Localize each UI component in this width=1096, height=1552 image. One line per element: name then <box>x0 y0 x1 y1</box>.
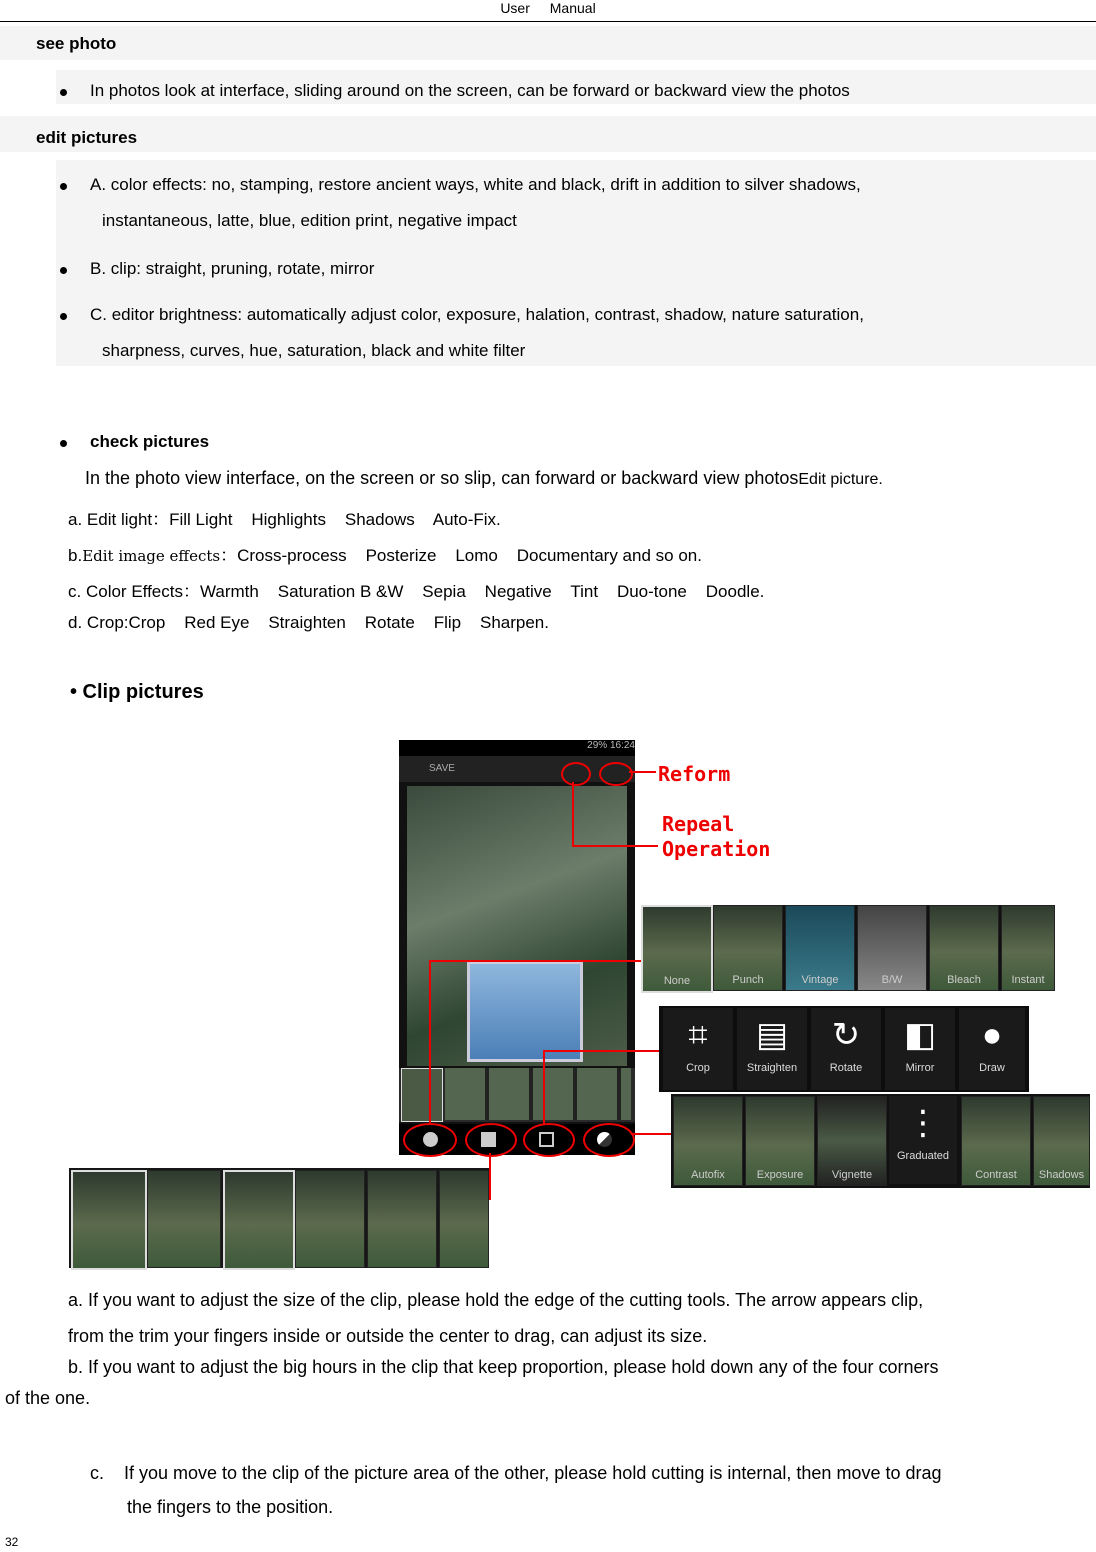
effects-line-v <box>429 960 431 1124</box>
tool-mirror[interactable]: ◧ Mirror <box>885 1008 955 1090</box>
para-b-line1: b. If you want to adjust the big hours in the clip that keep proportion, please hold down any of the four corners <box>68 1357 939 1377</box>
check-line-b <box>68 541 702 566</box>
clip-strip <box>69 1168 489 1268</box>
page-header <box>0 0 1096 22</box>
operation-label: Operation <box>662 837 771 861</box>
effect-instant[interactable]: Instant <box>1001 905 1055 991</box>
photo-preview <box>407 786 627 1066</box>
see-photo-band <box>0 26 1096 60</box>
check-line-a-prefix: a. <box>68 510 83 529</box>
crop-box-circle <box>465 1123 517 1157</box>
clip-thumb-5[interactable] <box>367 1170 437 1268</box>
status-bar <box>399 740 635 756</box>
tool-straighten[interactable]: ▤ Straighten <box>737 1008 807 1090</box>
check-line-b-text: ：Cross-process Posterize Lomo Documentary and so on. <box>220 546 702 565</box>
check-line-c-text: Color Effects：Warmth Saturation B &W Sepia Negative Tint Duo-tone Doodle. <box>85 582 765 601</box>
clip-thumb-3[interactable] <box>223 1170 295 1270</box>
edit-item-c-line1: C. editor brightness: automatically adjust color, exposure, halation, contrast, shadow, nature saturation, <box>90 305 864 324</box>
monitor-in-photo <box>467 961 583 1062</box>
reform-label: Reform <box>658 762 731 786</box>
tool-rotate[interactable]: ↻ Rotate <box>811 1008 881 1090</box>
clip-thumb-2[interactable] <box>147 1170 221 1268</box>
check-line-b-mono: Edit image effects <box>82 547 221 565</box>
para-c-line1: c. If you move to the clip of the picture area of the other, please hold cutting is internal, then move to drag <box>90 1463 942 1483</box>
adjust-line <box>631 1133 671 1135</box>
effects-circle <box>403 1123 457 1157</box>
para-a-line2: from the trim your fingers inside or outside the center to drag, can adjust its size. <box>68 1326 708 1346</box>
palette-icon: ● <box>981 1016 1003 1054</box>
check-line-d <box>68 613 549 633</box>
phone-screenshot <box>399 740 635 1155</box>
repeal-line-v <box>572 782 574 846</box>
repeal-label: Repeal <box>662 812 735 836</box>
clip-thumb-1[interactable] <box>71 1170 147 1270</box>
clip-line-v <box>489 1153 491 1199</box>
check-line-c <box>68 577 764 602</box>
edit-pictures-band <box>0 116 1096 152</box>
check-intro-text: In the photo view interface, on the screen or so slip, can forward or backward view photos <box>85 468 799 488</box>
check-line-a-text: Edit light：Fill Light Highlights Shadows Auto-Fix. <box>86 510 501 529</box>
clip-line-end <box>489 1198 491 1200</box>
check-pictures-title: check pictures <box>90 432 210 451</box>
para-a-line1: a. If you want to adjust the size of the clip, please hold the edge of the cutting tools. The arrow appears clip, <box>68 1290 924 1310</box>
adjust-strip <box>671 1094 1090 1188</box>
crop-tool-icon: ⌗ <box>688 1016 708 1054</box>
see-photo-bullet: In photos look at interface, sliding around on the screen, can be forward or backward view the photos <box>90 81 850 100</box>
redo-circle <box>599 762 633 786</box>
effects-strip <box>641 905 1054 991</box>
tool-draw[interactable]: ● Draw <box>959 1008 1025 1090</box>
edit-item-a-line1: A. color effects: no, stamping, restore ancient ways, white and black, drift in addition to silver shadows, <box>90 175 861 194</box>
effect-punch[interactable]: Punch <box>713 905 783 991</box>
tools-strip <box>659 1006 1029 1092</box>
adjust-exposure[interactable]: Exposure <box>745 1096 815 1186</box>
edit-pictures-title: edit pictures <box>36 128 138 147</box>
effect-bw[interactable]: B/W <box>857 905 927 991</box>
straighten-icon: ▤ <box>755 1016 789 1054</box>
reform-line <box>629 771 656 773</box>
adjust-graduated[interactable]: ⋮ Graduated <box>889 1096 957 1184</box>
graduated-icon: ⋮ <box>906 1104 940 1142</box>
undo-circle <box>561 762 591 786</box>
filmstrip-selected-thumb[interactable] <box>401 1068 443 1122</box>
check-pictures-intro <box>85 468 883 489</box>
effects-line-h <box>429 960 641 962</box>
brightness-circle <box>583 1123 635 1157</box>
clip-thumb-6[interactable] <box>439 1170 489 1268</box>
crop-circle <box>523 1123 575 1157</box>
effect-vintage[interactable]: Vintage <box>785 905 855 991</box>
header-manual: Manual <box>549 0 596 16</box>
page-number: 32 <box>5 1535 19 1549</box>
save-label[interactable]: SAVE <box>429 763 455 774</box>
edit-item-b: B. clip: straight, pruning, rotate, mirror <box>90 259 375 278</box>
edit-item-c-line2: sharpness, curves, hue, saturation, black and white filter <box>102 341 526 360</box>
header-user: User <box>500 0 530 16</box>
repeal-line-h <box>572 845 658 847</box>
see-photo-title: see photo <box>36 34 117 53</box>
filmstrip <box>399 1068 635 1122</box>
adjust-vignette[interactable]: Vignette <box>817 1096 887 1186</box>
check-line-a <box>68 505 501 530</box>
mirror-icon: ◧ <box>903 1016 937 1054</box>
tool-crop[interactable]: ⌗ Crop <box>663 1008 733 1090</box>
status-bar-text: 29% 16:24 <box>587 740 635 751</box>
clip-thumb-4[interactable] <box>295 1170 365 1268</box>
check-line-d-prefix: d. <box>68 613 83 632</box>
check-line-d-text: Crop:Crop Red Eye Straighten Rotate Flip Sharpen. <box>86 613 549 632</box>
adjust-autofix[interactable]: Autofix <box>673 1096 743 1186</box>
tools-line-v <box>543 1050 545 1124</box>
tools-line-h <box>543 1050 659 1052</box>
adjust-contrast[interactable]: Contrast <box>961 1096 1031 1186</box>
check-line-c-prefix: c. <box>68 582 82 601</box>
check-line-b-prefix: b. <box>68 546 83 565</box>
effect-bleach[interactable]: Bleach <box>929 905 999 991</box>
clip-pictures-title: • Clip pictures <box>70 681 204 703</box>
rotate-icon: ↻ <box>831 1016 861 1054</box>
effect-none[interactable]: None <box>641 905 713 993</box>
para-b-line2: of the one. <box>5 1388 91 1408</box>
adjust-shadows[interactable]: Shadows <box>1033 1096 1090 1186</box>
filmstrip-thumbs[interactable] <box>445 1068 631 1120</box>
para-c-line2: the fingers to the position. <box>127 1497 334 1517</box>
clip-figure <box>0 740 1096 1270</box>
check-intro-tail: Edit picture. <box>798 471 883 488</box>
edit-item-a-line2: instantaneous, latte, blue, edition print, negative impact <box>102 211 517 230</box>
